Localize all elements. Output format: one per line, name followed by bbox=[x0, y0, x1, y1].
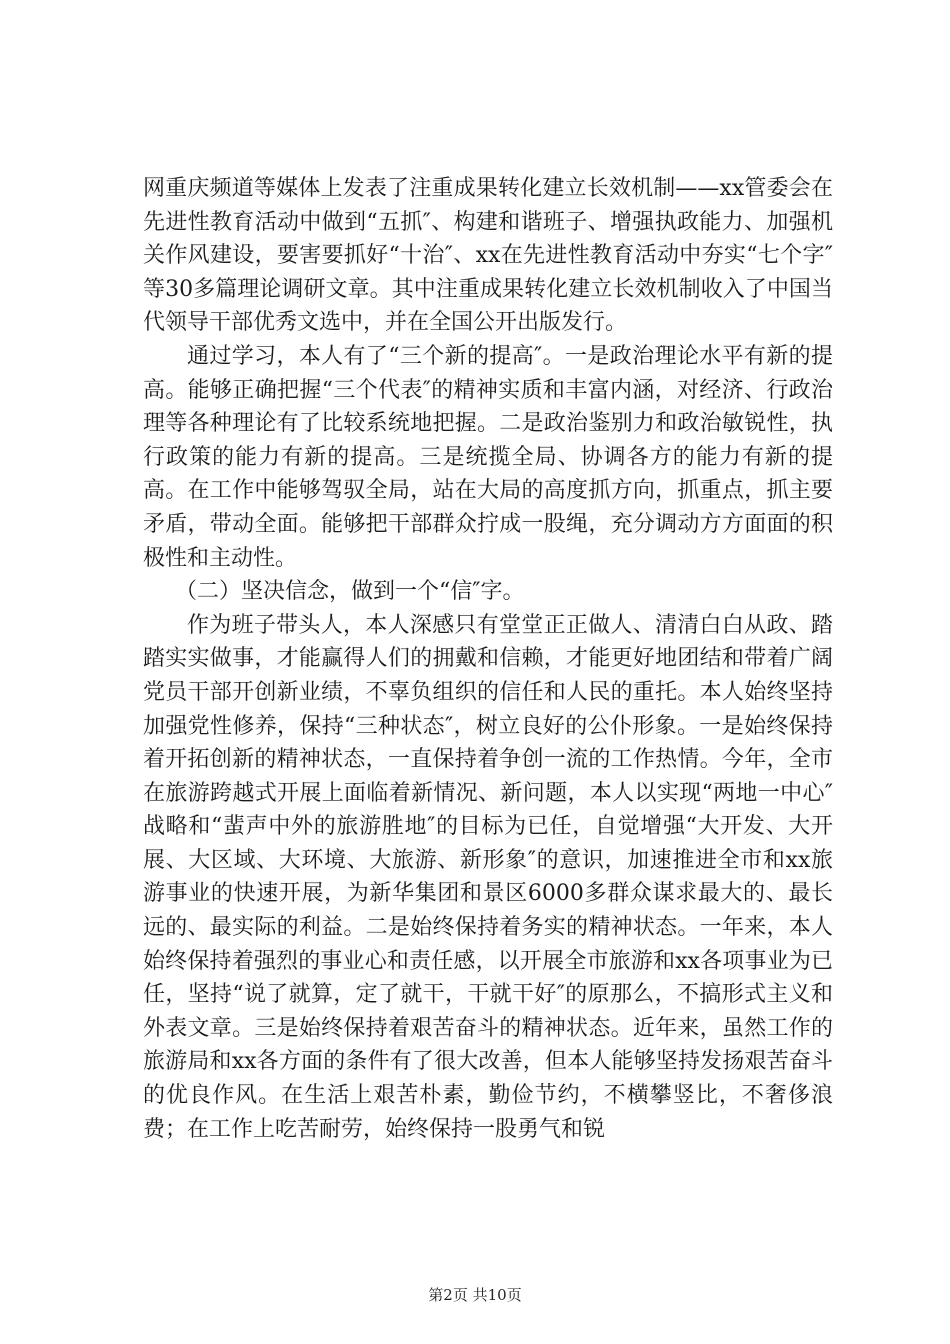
paragraph-1: 网重庆频道等媒体上发表了注重成果转化建立长效机制——xx管委会在先进性教育活动中做到“五抓″、构建和谐班子、增强执政能力、加强机关作风建设，要害要抓好“十治″、xx在先进性教育活动中夯实“七个字″等30多篇理论调研文章。其中注重成果转化建立长效机制收入了中国当代领导干部优秀文选中，并在全国公开出版发行。 bbox=[143, 176, 833, 336]
page-number-footer: 第2页 共10页 bbox=[428, 1286, 522, 1304]
section-heading: （二）坚决信念，做到一个“信″字。 bbox=[175, 579, 525, 605]
paragraph-3: 作为班子带头人，本人深感只有堂堂正正做人、清清白白从政、踏踏实实做事，才能赢得人们的拥戴和信赖，才能更好地团结和带着广阔党员干部开创新业绩，不辜负组织的信任和人民的重托。本人始终坚持加强党性修养，保持“三种状态″，树立良好的公仆形象。一是始终保持着开拓创新的精神状态，一直保持着争创一流的工作热情。今年，全市在旅游跨越式开展上面临着新情况、新问题，本人以实现“两地一中心″战略和“蜚声中外的旅游胜地″的目标为已任，自觉增强“大开发、大开展、大区域、大环境、大旅游、新形象″的意识，加速推进全市和xx旅游事业的快速开展，为新华集团和景区6000多群众谋求最大的、最长远的、最实际的利益。二是始终保持着务实的精神状态。一年来，本人始终保持着强烈的事业心和责任感，以开展全市旅游和xx各项事业为已任，坚持“说了就算，定了就干，干就干好″的原那么，不搞形式主义和外表文章。三是始终保持着艰苦奋斗的精神状态。近年来，虽然工作的旅游局和xx各方面的条件有了很大改善，但本人能够坚持发扬艰苦奋斗的优良作风。在生活上艰苦朴素，勤俭节约，不横攀竖比，不奢侈浪费；在工作上吃苦耐劳，始终保持一股勇气和锐 bbox=[143, 612, 833, 1142]
document-body bbox=[143, 172, 833, 1146]
paragraph-2: 通过学习，本人有了“三个新的提高″。一是政治理论水平有新的提高。能够正确把握“三个代表″的精神实质和丰富内涵，对经济、行政治理等各种理论有了比较系统地把握。二是政治鉴别力和政治敏锐性，执行政策的能力有新的提高。三是统揽全局、协调各方的能力有新的提高。在工作中能够驾驭全局，站在大局的高度抓方向，抓重点，抓主要矛盾，带动全面。能够把干部群众拧成一股绳，充分调动方方面面的积极性和主动性。 bbox=[143, 343, 833, 571]
